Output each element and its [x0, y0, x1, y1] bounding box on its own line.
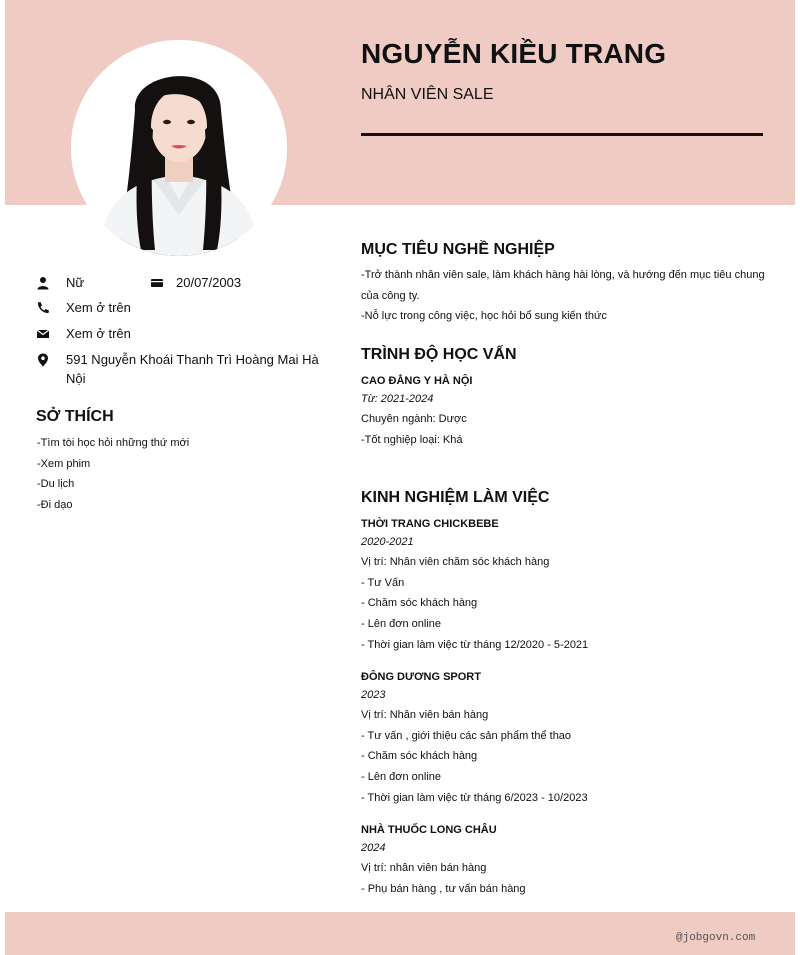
- full-name: NGUYỄN KIỀU TRANG: [361, 38, 667, 69]
- objective-line: -Trở thành nhân viên sale, làm khách hàng hài lòng, và hướng đến mục tiêu chung: [361, 269, 765, 281]
- job-entry: [361, 516, 588, 656]
- job-line: - Thời gian làm việc từ tháng 12/2020 - 5-2021: [361, 638, 589, 651]
- job-line: - Lên đơn online: [361, 618, 441, 631]
- gender-row: [36, 273, 146, 292]
- envelope-icon: [36, 327, 50, 341]
- job-line: - Chăm sóc khách hàng: [361, 750, 478, 763]
- objective-text: [361, 265, 765, 327]
- job-line: Vị trí: nhân viên bán hàng: [361, 862, 487, 874]
- objective-line: của công ty.: [361, 289, 420, 302]
- list-item: -Du lịch: [37, 478, 75, 491]
- job-period: 2020-2021: [361, 536, 414, 548]
- hobbies-title: SỞ THÍCH: [36, 408, 114, 425]
- job-period: 2023: [361, 689, 386, 701]
- education-title: TRÌNH ĐỘ HỌC VẤN: [361, 346, 517, 363]
- birthday-row: [150, 273, 310, 292]
- address-row: [36, 350, 326, 390]
- company-name: ĐÔNG DƯƠNG SPORT: [361, 671, 481, 683]
- job-line: Vị trí: Nhân viên chăm sóc khách hàng: [361, 556, 550, 568]
- company-name: THỜI TRANG CHICKBEBE: [361, 518, 499, 530]
- person-icon: [36, 276, 50, 290]
- list-item: -Tìm tòi học hỏi những thứ mới: [37, 437, 190, 449]
- profile-photo: [71, 40, 287, 256]
- objective-line: -Nỗ lực trong công việc, học hỏi bổ sung kiến thức: [361, 310, 607, 323]
- calendar-icon: [150, 276, 164, 290]
- job-line: - Phụ bán hàng , tư vấn bán hàng: [361, 882, 526, 895]
- education-line: -Tốt nghiệp loại: Khá: [361, 433, 463, 446]
- phone-row: [36, 298, 316, 317]
- address-value: 591 Nguyễn Khoái Thanh Trì Hoàng Mai Hà Nội: [66, 352, 319, 386]
- job-line: - Chăm sóc khách hàng: [361, 597, 478, 610]
- job-line: - Lên đơn online: [361, 771, 441, 784]
- hobbies-list: [37, 433, 189, 516]
- job-line: Vị trí: Nhân viên bán hàng: [361, 709, 489, 721]
- email-value: Xem ở trên: [66, 326, 131, 341]
- watermark: @jobgovn.com: [676, 932, 756, 944]
- job-entry: [361, 822, 526, 899]
- job-line: - Tư Vấn: [361, 576, 405, 589]
- education-period: Từ: 2021-2024: [361, 393, 434, 405]
- education-line: Chuyên ngành: Dược: [361, 413, 467, 425]
- company-name: NHÀ THUỐC LONG CHÂU: [361, 824, 497, 836]
- birthday-value: 20/07/2003: [176, 275, 242, 290]
- phone-value: Xem ở trên: [66, 300, 131, 315]
- experience-title: KINH NGHIỆM LÀM VIỆC: [361, 489, 550, 506]
- job-title: NHÂN VIÊN SALE: [361, 86, 494, 103]
- list-item: -Xem phim: [37, 457, 91, 470]
- header-divider: [361, 133, 763, 136]
- phone-icon: [36, 301, 50, 315]
- list-item: -Đi dạo: [37, 499, 73, 512]
- objective-title: MỤC TIÊU NGHỀ NGHIỆP: [361, 241, 555, 258]
- education-block: [361, 373, 472, 450]
- job-entry: [361, 669, 588, 809]
- job-period: 2024: [361, 842, 386, 854]
- school-name: CAO ĐẲNG Y HÀ NỘI: [361, 375, 473, 387]
- email-row: [36, 324, 316, 343]
- gender-value: Nữ: [66, 275, 85, 290]
- job-line: - Tư vấn , giới thiệu các sản phẩm thể thao: [361, 729, 572, 742]
- map-pin-icon: [36, 353, 50, 367]
- job-line: - Thời gian làm việc từ tháng 6/2023 - 10/2023: [361, 791, 588, 804]
